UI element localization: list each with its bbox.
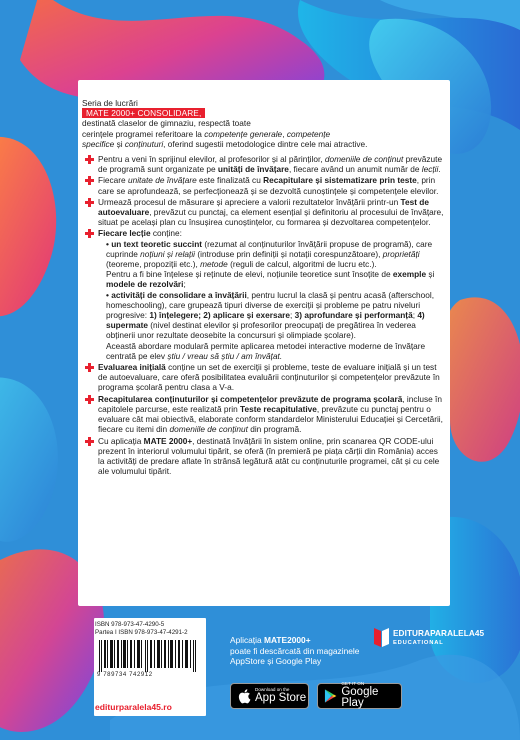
publisher-name: EDITURAPARALELA45: [393, 629, 485, 638]
plus-icon: [85, 198, 94, 207]
barcode-number: 9 789734 742912: [97, 672, 153, 678]
bullet-learning-unit: Fiecare unitate de învățare este finalizată cu Recapitulare și sistematizare prin teste, prin care se aprofundează, se perfecționează și se dezvoltă cunoștințele și competențele elevilor.: [82, 175, 446, 195]
bullet-recap: Recapitularea conținuturilor și competențelor prevăzute de programa școlară, incluse în capitolele parcurse, este realizată prin Teste recapitulative, prevăzute cu punctaj pentru o evaluare cât mai obiectivă, elaborate conform standardelor Ministerului Educației și Cercetării, fiecare cu itemi din domeniile de conținut din programă.: [82, 394, 446, 435]
bullet-each-lesson: Fiecare lecție conține: • un text teoretic succint (rezumat al conținuturilor învățării propuse de programă), care cuprinde noțiuni și relații (introduse prin definiții și notații corespunzătoare), proprietăți (teoreme, propoziții etc.), metode (reguli de calcul, algoritmi de lucru etc.). Pentru a fi bine înțelese și reținute de elevi, noțiunile teoretice sunt însoțite de exemple și modele de rezolvări; • activități de consolidare a învățării, pentru lucrul la clasă și pentru acasă (afterschool, homeschooling), care grupează tipuri diverse de exerciții și probleme pe patru niveluri progresive: 1) înțelegere; 2) aplicare și exersare; 3) aprofundare și performanță; 4) supermate (nivel destinat elevilor și profesorilor preocupați de pregătirea în vederea obținerii unor rezultate deosebite la concursuri și olimpiade școlare). Această abordare modulară permite aplicarea metodei interactive moderne de învățare centrată pe elev știu / vreau să știu / am învățat.: [82, 228, 446, 361]
app-store-button[interactable]: Download on the App Store: [230, 683, 309, 709]
publisher-logo-icon: [373, 626, 390, 648]
app-info: Aplicația MATE2000+ poate fi descărcată din magazinele AppStore și Google Play: [230, 635, 360, 666]
bullet-domains: Pentru a veni în sprijinul elevilor, al profesorilor și al părinților, domeniile de conținut prevăzute de programă sunt organizate pe unități de învățare, fiecare având un anumit număr de lecții.: [82, 154, 446, 174]
lesson-activities: • activități de consolidare a învățării, pentru lucrul la clasă și pentru acasă (afterschool, homeschooling), care grupează tipuri diverse de exerciții și probleme pe patru niveluri progresive: 1) înțelegere; 2) aplicare și exersare; 3) aprofundare și performanță; 4) supermate (nivel destinat elevilor și profesorilor preocupați de pregătirea în vederea obținerii unor rezultate deosebite la concursuri și olimpiade școlare).: [106, 289, 435, 341]
lesson-approach: Această abordare modulară permite aplicarea metodei interactive moderne de învățare centrată pe elev știu / vreau să știu / am învățat.: [106, 340, 426, 361]
plus-icon: [85, 155, 94, 164]
lesson-theory: • un text teoretic succint (rezumat al conținuturilor învățării propuse de programă), care cuprinde noțiuni și relații (introduse prin definiții și notații corespunzătoare), proprietăți (teoreme, propoziții etc.), metode (reguli de calcul, algoritmi de lucru etc.).: [106, 238, 433, 270]
series-name-badge: MATE 2000+ CONSOLIDARE,: [82, 108, 205, 118]
barcode: [97, 640, 201, 672]
google-play-icon: [324, 688, 337, 704]
publisher-website[interactable]: editurparalela45.ro: [95, 702, 172, 712]
plus-icon: [85, 395, 94, 404]
lesson-details: [98, 239, 446, 361]
google-play-button[interactable]: GET IT ON Google Play: [317, 683, 402, 709]
series-label: Seria de lucrări: [82, 98, 138, 108]
lesson-examples: Pentru a fi bine înțelese și reținute de elevi, noțiunile teoretice sunt însoțite de exemple și modele de rezolvări;: [106, 269, 435, 290]
plus-icon: [85, 229, 94, 238]
isbn-1: ISBN 978-973-47-4290-5: [95, 621, 165, 628]
plus-icon: [85, 363, 94, 372]
bullet-initial-evaluation: Evaluarea inițială conține un set de exerciții și probleme, teste de evaluare inițială și un test de autoevaluare, care oferă posibilitatea evaluării conținuturilor și competențelor prevăzute în programa școlară pentru clasa a V-a.: [82, 362, 446, 393]
plus-icon: [85, 437, 94, 446]
intro-line-3: specifice și conținuturi, oferind sugestii metodologice dintre cele mai atractive.: [82, 138, 368, 149]
publisher-subtitle: EDUCATIONAL: [393, 640, 444, 646]
intro-line-1: destinată claselor de gimnaziu, respectă toate: [82, 118, 251, 129]
intro-paragraph: [82, 98, 446, 149]
plus-icon: [85, 176, 94, 185]
isbn-2: Partea I ISBN 978-973-47-4291-2: [95, 629, 188, 637]
bullet-app: Cu aplicația MATE 2000+, destinată învățării în sistem online, prin scanarea QR CODE-ului prezent în interiorul volumului tipărit, se oferă (în premieră pe piața cărții din România) acces la activități de predare aflate în strânsă legătură atât cu conținuturile programei, cât și cu cele ale volumului tipărit.: [82, 436, 446, 477]
bullet-self-test: Urmează procesul de măsurare și apreciere a valorii rezultatelor învățării printr-un Test de autoevaluare, prevăzut cu punctaj, ca element esențial și definitoriu al procesului de învățare, situat pe același plan cu însușirea cunoștințelor, cu formarea și dezvoltarea competențelor.: [82, 197, 446, 228]
description-content: [82, 98, 446, 477]
isbn-lines: [95, 621, 188, 637]
intro-line-2: cerințele programei referitoare la competențe generale, competențe: [82, 128, 331, 139]
apple-icon: [237, 688, 251, 704]
